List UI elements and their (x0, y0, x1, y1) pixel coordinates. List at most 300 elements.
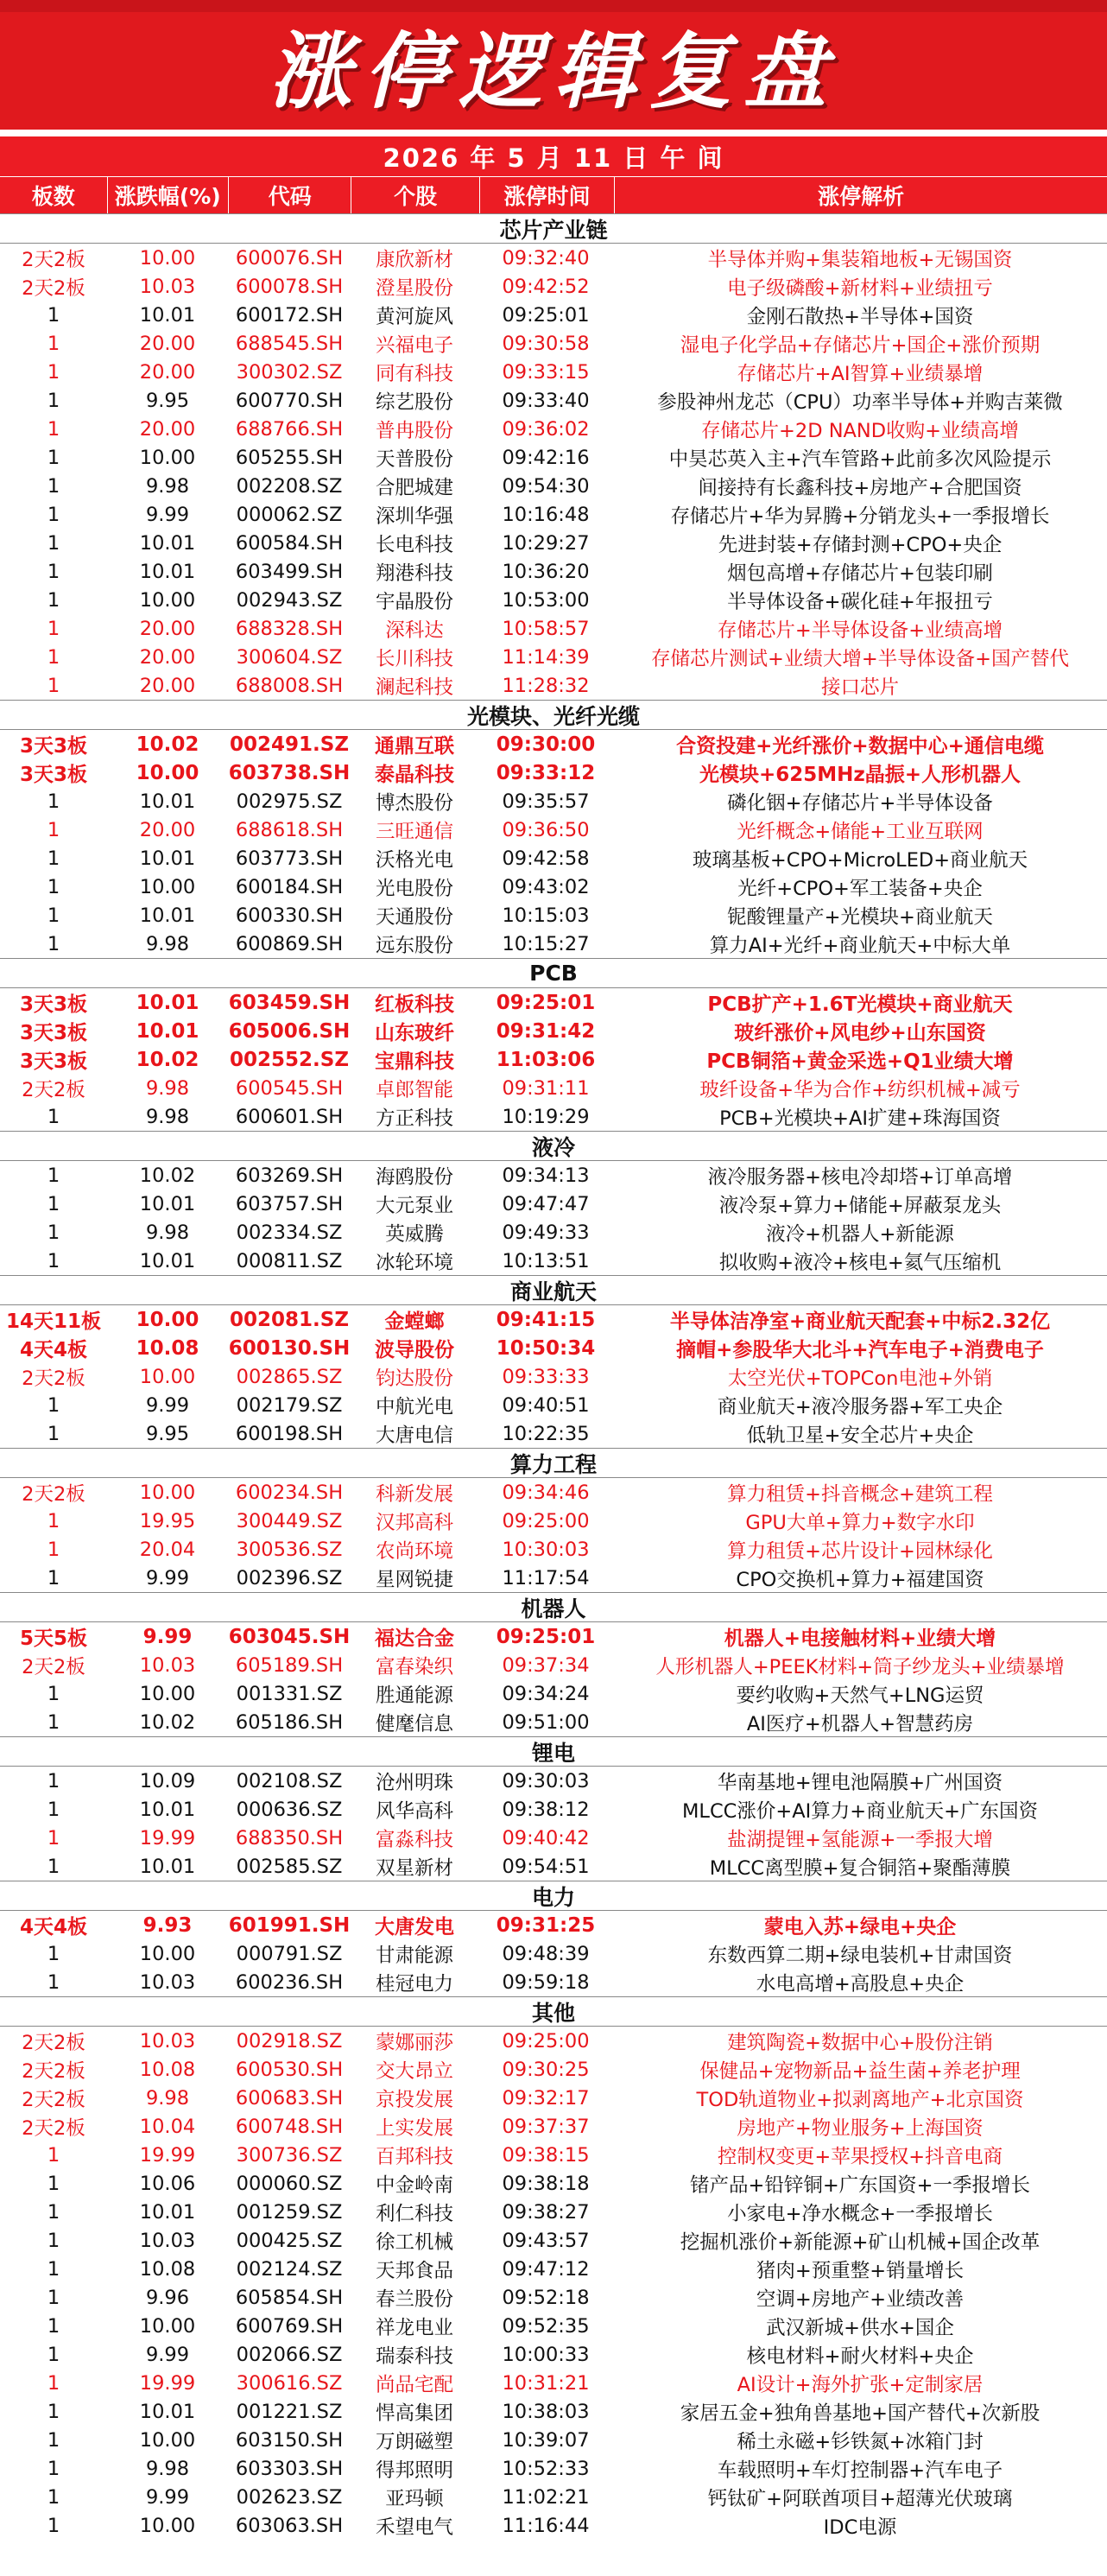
cell-code: 600769.SH (235, 2314, 344, 2338)
cell-code: 002066.SZ (236, 2343, 343, 2366)
table-row (0, 1102, 1107, 1131)
cell-pct: 19.99 (139, 1826, 196, 1850)
cell-time: 10:13:51 (502, 1249, 590, 1272)
cell-reason: CPO交换机+算力+福建国资 (736, 1568, 984, 1591)
cell-board: 1 (47, 360, 60, 384)
section-title: 液冷 (0, 1131, 1107, 1161)
cell-time: 09:43:02 (502, 875, 590, 898)
cell-time: 09:33:33 (502, 1365, 590, 1388)
cell-code: 002865.SZ (236, 1365, 343, 1388)
cell-time: 10:31:21 (502, 2371, 590, 2395)
cell-stock: 英威腾 (385, 1222, 444, 1246)
cell-stock: 康欣新材 (375, 248, 453, 271)
cell-reason: 光模块+625MHz晶振+人形机器人 (699, 764, 1022, 786)
cell-time: 09:54:51 (502, 1855, 590, 1878)
cell-pct: 10.06 (139, 2172, 196, 2195)
cell-board: 1 (47, 2343, 60, 2366)
cell-board: 1 (47, 446, 60, 469)
cell-reason: 存储芯片+AI智算+业绩暴增 (737, 362, 984, 385)
cell-code: 002918.SZ (236, 2029, 343, 2053)
cell-stock: 交大昂立 (375, 2059, 453, 2083)
cell-pct: 9.99 (145, 2343, 190, 2366)
cell-board: 3天3板 (19, 764, 87, 786)
cell-board: 5天5板 (19, 1627, 87, 1650)
cell-reason: PCB扩产+1.6T光模块+商业航天 (707, 993, 1013, 1016)
table-row (0, 1478, 1107, 1507)
cell-board: 2天2板 (22, 1655, 85, 1678)
cell-stock: 大元泵业 (375, 1194, 453, 1217)
cell-stock: 中航光电 (375, 1395, 453, 1418)
cell-board: 1 (47, 674, 60, 697)
cell-board: 1 (47, 1164, 60, 1187)
cell-reason: 光纤+CPO+军工装备+央企 (737, 877, 983, 900)
cell-board: 2天2板 (22, 2031, 85, 2054)
cell-board: 1 (47, 2229, 60, 2252)
table-row (0, 1767, 1107, 1795)
table-row (0, 872, 1107, 901)
cell-stock: 祥龙电业 (375, 2316, 453, 2339)
cell-pct: 10.00 (139, 246, 196, 270)
cell-reason: 要约收购+天然气+LNG运贸 (736, 1684, 984, 1707)
cell-stock: 富淼科技 (375, 1828, 453, 1851)
cell-board: 1 (47, 2200, 60, 2224)
cell-stock: 尚品宅配 (375, 2373, 453, 2396)
cell-reason: 钙钛矿+阿联酋项目+超薄光伏玻璃 (707, 2487, 1013, 2510)
cell-stock: 远东股份 (375, 934, 453, 957)
table-row (0, 1622, 1107, 1651)
cell-reason: 人形机器人+PEEK材料+筒子纱龙头+业绩暴增 (655, 1655, 1065, 1678)
cell-code: 000062.SZ (236, 503, 343, 526)
cell-reason: 存储芯片测试+业绩大增+半导体设备+国产替代 (650, 647, 1070, 670)
cell-reason: MLCC离型膜+复合铜箔+聚酯薄膜 (709, 1856, 1011, 1880)
cell-stock: 海鸥股份 (375, 1165, 453, 1189)
cell-code: 688350.SH (235, 1826, 344, 1850)
cell-time: 11:17:54 (502, 1566, 590, 1589)
cell-reason: 建筑陶瓷+数据中心+股份注销 (727, 2031, 993, 2054)
cell-stock: 胜通能源 (375, 1684, 453, 1707)
cell-code: 605186.SH (235, 1710, 344, 1734)
table-row (0, 1939, 1107, 1968)
cell-time: 09:35:57 (502, 790, 590, 813)
section-title: 电力 (0, 1881, 1107, 1911)
cell-pct: 10.01 (139, 2400, 196, 2423)
cell-reason: 存储芯片+2D NAND收购+业绩高增 (701, 419, 1019, 442)
cell-board: 3天3板 (19, 993, 87, 1016)
cell-reason: 存储芯片+华为昇腾+分销龙头+一季报增长 (670, 504, 1050, 528)
table-row (0, 1679, 1107, 1708)
cell-stock: 三旺通信 (375, 820, 453, 843)
table-row (0, 844, 1107, 872)
cell-pct: 9.98 (145, 2086, 190, 2110)
table-row (0, 1651, 1107, 1679)
cell-time: 09:42:16 (502, 446, 590, 469)
cell-board: 1 (47, 1769, 60, 1792)
cell-stock: 同有科技 (375, 362, 453, 385)
cell-pct: 10.01 (136, 991, 199, 1014)
table-row (0, 586, 1107, 614)
cell-pct: 10.00 (139, 2428, 196, 2452)
cell-pct: 10.01 (139, 1192, 196, 1215)
cell-pct: 20.04 (139, 1538, 196, 1561)
cell-code: 600234.SH (235, 1481, 344, 1504)
cell-pct: 20.00 (139, 818, 196, 841)
cell-code: 002334.SZ (236, 1221, 343, 1244)
cell-reason: 先进封装+存储封测+CPO+央企 (718, 533, 1003, 556)
cell-board: 2天2板 (22, 2116, 85, 2140)
cell-stock: 红板科技 (375, 993, 454, 1016)
section-title: 其他 (0, 1996, 1107, 2027)
cell-board: 1 (47, 1509, 60, 1532)
cell-stock: 京投发展 (375, 2088, 453, 2111)
cell-pct: 20.00 (139, 617, 196, 640)
cell-code: 002975.SZ (236, 790, 343, 813)
cell-reason: 磷化铟+存储芯片+半导体设备 (727, 791, 993, 815)
cell-board: 1 (47, 2485, 60, 2509)
cell-board: 14天11板 (5, 1310, 101, 1333)
cell-code: 688328.SH (235, 617, 344, 640)
cell-reason: 盐湖提锂+氢能源+一季报大增 (727, 1828, 993, 1851)
cell-board: 1 (47, 875, 60, 898)
cell-pct: 10.08 (139, 2257, 196, 2281)
cell-stock: 博杰股份 (375, 791, 453, 815)
table-row (0, 301, 1107, 329)
cell-code: 300536.SZ (236, 1538, 343, 1561)
cell-code: 600184.SH (235, 875, 344, 898)
cell-code: 002585.SZ (236, 1855, 343, 1878)
table-row (0, 758, 1107, 787)
cell-code: 000060.SZ (236, 2172, 343, 2195)
cell-board: 1 (47, 560, 60, 583)
cell-time: 09:25:01 (496, 1625, 596, 1648)
cell-reason: 间接持有长鑫科技+房地产+合肥国资 (698, 476, 1022, 499)
cell-reason: 太空光伏+TOPCon电池+外销 (727, 1367, 993, 1390)
cell-time: 09:38:15 (502, 2143, 590, 2167)
cell-stock: 大唐电信 (375, 1424, 453, 1447)
cell-board: 1 (47, 1538, 60, 1561)
cell-reason: 湿电子化学品+存储芯片+国企+涨价预期 (680, 333, 1041, 357)
cell-code: 605854.SH (235, 2286, 344, 2309)
cell-pct: 20.00 (139, 674, 196, 697)
cell-board: 1 (47, 1826, 60, 1850)
cell-reason: 算力租赁+抖音概念+建筑工程 (727, 1482, 993, 1506)
title-banner (0, 0, 1107, 136)
table-row (0, 1391, 1107, 1419)
cell-reason: 挖掘机涨价+新能源+矿山机械+国企改革 (680, 2230, 1041, 2254)
cell-time: 10:53:00 (502, 588, 590, 612)
cell-board: 3天3板 (19, 1050, 87, 1073)
cell-board: 1 (47, 303, 60, 327)
table-row (0, 787, 1107, 815)
cell-reason: 铌酸锂量产+光模块+商业航天 (727, 905, 993, 929)
table-row (0, 2454, 1107, 2483)
cell-stock: 深圳华强 (375, 504, 453, 528)
cell-reason: 空调+房地产+业绩改善 (756, 2287, 965, 2311)
cell-time: 09:54:30 (502, 474, 590, 498)
cell-reason: 猪肉+预重整+销量增长 (756, 2259, 965, 2282)
table-row (0, 1074, 1107, 1102)
cell-board: 1 (47, 1221, 60, 1244)
cell-board: 1 (47, 818, 60, 841)
cell-reason: 算力租赁+芯片设计+园林绿化 (727, 1539, 993, 1563)
cell-board: 1 (47, 1970, 60, 1994)
cell-code: 600172.SH (235, 303, 344, 327)
cell-board: 1 (47, 2514, 60, 2537)
cell-reason: 华南基地+锂电池隔膜+广州国资 (717, 1771, 1003, 1794)
cell-pct: 10.01 (139, 303, 196, 327)
cell-board: 1 (47, 474, 60, 498)
cell-stock: 亚玛顿 (385, 2487, 444, 2510)
cell-stock: 中金岭南 (375, 2173, 453, 2197)
cell-pct: 9.98 (145, 474, 190, 498)
table-row (0, 244, 1107, 272)
cell-pct: 20.00 (139, 332, 196, 355)
cell-pct: 10.01 (139, 531, 196, 555)
cell-code: 600748.SH (235, 2115, 344, 2138)
cell-time: 09:34:24 (502, 1682, 590, 1705)
cell-reason: PCB铜箔+黄金采选+Q1业绩大增 (706, 1050, 1014, 1073)
cell-board: 1 (47, 417, 60, 441)
cell-pct: 10.01 (139, 2200, 196, 2224)
cell-reason: 液冷+机器人+新能源 (766, 1222, 954, 1246)
cell-stock: 通鼎互联 (375, 735, 454, 758)
cell-time: 09:37:34 (502, 1653, 590, 1677)
cell-reason: 烟包高增+存储芯片+包装印刷 (727, 562, 993, 585)
cell-reason: 玻纤涨价+风电纱+山东国资 (734, 1022, 986, 1044)
cell-reason: 低轨卫星+安全芯片+央企 (746, 1424, 974, 1447)
cell-time: 11:03:06 (496, 1048, 596, 1071)
cell-pct: 10.01 (139, 1798, 196, 1821)
cell-pct: 10.08 (139, 2058, 196, 2081)
cell-time: 11:02:21 (502, 2485, 590, 2509)
cell-stock: 春兰股份 (375, 2287, 453, 2311)
cell-pct: 10.02 (136, 1048, 199, 1071)
cell-board: 1 (47, 1682, 60, 1705)
table-row (0, 614, 1107, 643)
table-row (0, 730, 1107, 758)
section-title: 机器人 (0, 1592, 1107, 1622)
table-row (0, 1911, 1107, 1939)
cell-board: 1 (47, 645, 60, 669)
cell-pct: 10.01 (139, 847, 196, 870)
cell-code: 605189.SH (235, 1653, 344, 1677)
cell-stock: 汉邦高科 (375, 1511, 453, 1534)
table-row (0, 671, 1107, 700)
table-row (0, 500, 1107, 529)
cell-board: 1 (47, 904, 60, 927)
cell-time: 09:52:35 (502, 2314, 590, 2338)
table-row (0, 1535, 1107, 1564)
cell-board: 1 (47, 1249, 60, 1272)
table-row (0, 988, 1107, 1017)
cell-reason: 合资投建+光纤涨价+数据中心+通信电缆 (676, 735, 1044, 758)
cell-pct: 10.00 (139, 1682, 196, 1705)
cell-board: 3天3板 (19, 1022, 87, 1044)
cell-reason: 液冷服务器+核电冷却塔+订单高增 (707, 1165, 1013, 1189)
cell-pct: 10.00 (139, 2314, 196, 2338)
cell-board: 1 (47, 2400, 60, 2423)
cell-stock: 山东玻纤 (375, 1022, 454, 1044)
table-row (0, 472, 1107, 500)
table-row (0, 1247, 1107, 1275)
cell-code: 002623.SZ (236, 2485, 343, 2509)
cell-code: 002208.SZ (236, 474, 343, 498)
cell-reason: 蒙电入苏+绿电+央企 (763, 1916, 957, 1938)
cell-board: 2天2板 (22, 276, 85, 300)
cell-reason: 小家电+净水概念+一季报增长 (727, 2202, 993, 2225)
cell-board: 4天4板 (19, 1916, 87, 1938)
table-row (0, 2141, 1107, 2169)
cell-pct: 9.98 (145, 1105, 190, 1128)
cell-code: 603738.SH (228, 761, 351, 784)
cell-stock: 宇晶股份 (375, 590, 453, 613)
cell-time: 09:34:13 (502, 1164, 590, 1187)
cell-stock: 健麾信息 (375, 1712, 453, 1735)
cell-time: 09:42:58 (502, 847, 590, 870)
header-board: 板数 (0, 177, 108, 213)
cell-time: 10:22:35 (502, 1422, 590, 1445)
section-title: 锂电 (0, 1736, 1107, 1767)
section-title: 光模块、光纤光缆 (0, 700, 1107, 730)
cell-code: 603757.SH (235, 1192, 344, 1215)
table-row (0, 1968, 1107, 1996)
cell-reason: 武汉新城+供水+国企 (766, 2316, 954, 2339)
cell-time: 09:40:51 (502, 1393, 590, 1417)
table-row (0, 272, 1107, 301)
header-stock: 个股 (351, 177, 479, 213)
table-row (0, 901, 1107, 930)
section-title: PCB (0, 958, 1107, 988)
cell-time: 10:50:34 (496, 1336, 596, 1360)
table-row (0, 2312, 1107, 2340)
cell-code: 000811.SZ (236, 1249, 343, 1272)
cell-board: 4天4板 (19, 1339, 87, 1361)
cell-code: 300449.SZ (236, 1509, 343, 1532)
cell-code: 600198.SH (235, 1422, 344, 1445)
table-row (0, 2397, 1107, 2426)
table-row (0, 1362, 1107, 1391)
cell-reason: 参股神州龙芯（CPU）功率半导体+并购吉莱微 (657, 390, 1063, 414)
banner-divider (0, 130, 1107, 136)
cell-reason: 锗产品+铅锌铜+广东国资+一季报增长 (689, 2173, 1031, 2197)
cell-reason: 半导体并购+集装箱地板+无锡国资 (707, 248, 1013, 271)
cell-board: 1 (47, 1105, 60, 1128)
page-title: 涨停逻辑复盘 (269, 22, 838, 120)
table-row (0, 1017, 1107, 1045)
cell-board: 2天2板 (22, 2059, 85, 2083)
cell-time: 10:19:29 (502, 1105, 590, 1128)
cell-time: 11:14:39 (502, 645, 590, 669)
cell-board: 1 (47, 332, 60, 355)
cell-pct: 10.04 (139, 2115, 196, 2138)
cell-pct: 10.03 (139, 275, 196, 298)
table-row (0, 2283, 1107, 2312)
cell-stock: 禾望电气 (375, 2516, 453, 2539)
cell-code: 603303.SH (235, 2457, 344, 2480)
cell-code: 600076.SH (235, 246, 344, 270)
cell-code: 603150.SH (235, 2428, 344, 2452)
cell-reason: 半导体洁净室+商业航天配套+中标2.32亿 (669, 1310, 1051, 1333)
cell-time: 09:34:46 (502, 1481, 590, 1504)
cell-code: 002179.SZ (236, 1393, 343, 1417)
section-title: 商业航天 (0, 1275, 1107, 1305)
cell-board: 1 (47, 1798, 60, 1821)
cell-reason: 玻璃基板+CPO+MicroLED+商业航天 (692, 848, 1028, 872)
cell-code: 002124.SZ (236, 2257, 343, 2281)
cell-board: 2天2板 (22, 1482, 85, 1506)
table-row (0, 2055, 1107, 2084)
cell-time: 09:49:33 (502, 1221, 590, 1244)
cell-time: 10:29:27 (502, 531, 590, 555)
cell-time: 09:30:00 (496, 733, 596, 756)
cell-reason: 车载照明+车灯控制器+汽车电子 (717, 2459, 1003, 2482)
cell-code: 000425.SZ (236, 2229, 343, 2252)
table-row (0, 815, 1107, 844)
cell-pct: 9.98 (145, 2457, 190, 2480)
cell-time: 10:38:03 (502, 2400, 590, 2423)
cell-board: 3天3板 (19, 735, 87, 758)
table-row (0, 2112, 1107, 2141)
cell-stock: 上实发展 (375, 2116, 453, 2140)
table-row (0, 529, 1107, 557)
cell-stock: 天通股份 (375, 905, 453, 929)
cell-stock: 兴福电子 (375, 333, 453, 357)
cell-pct: 10.03 (139, 1970, 196, 1994)
cell-pct: 10.00 (139, 875, 196, 898)
cell-code: 600545.SH (235, 1076, 344, 1100)
cell-code: 600236.SH (235, 1970, 344, 1994)
cell-board: 1 (47, 617, 60, 640)
cell-pct: 9.95 (145, 389, 190, 412)
cell-stock: 星网锐捷 (375, 1568, 453, 1591)
cell-time: 10:00:33 (502, 2343, 590, 2366)
table-row (0, 557, 1107, 586)
cell-reason: 家居五金+独角兽基地+国产替代+次新股 (680, 2402, 1041, 2425)
table-row (0, 415, 1107, 443)
cell-time: 09:40:42 (502, 1826, 590, 1850)
table-row (0, 1507, 1107, 1535)
cell-pct: 10.01 (139, 560, 196, 583)
cell-pct: 9.99 (142, 1625, 193, 1648)
table-row (0, 1161, 1107, 1190)
table-row (0, 443, 1107, 472)
cell-stock: 大唐发电 (375, 1916, 454, 1938)
cell-stock: 澄星股份 (375, 276, 453, 300)
cell-pct: 9.93 (142, 1913, 193, 1937)
table-row (0, 1419, 1107, 1448)
cell-time: 09:59:18 (502, 1970, 590, 1994)
cell-reason: 金刚石散热+半导体+国资 (746, 305, 974, 328)
cell-code: 688008.SH (235, 674, 344, 697)
cell-time: 09:51:00 (502, 1710, 590, 1734)
cell-pct: 9.98 (145, 932, 190, 955)
cell-time: 09:33:15 (502, 360, 590, 384)
cell-time: 09:33:12 (496, 761, 596, 784)
table-row (0, 2226, 1107, 2255)
cell-code: 600601.SH (235, 1105, 344, 1128)
cell-reason: 中昊芯英入主+汽车管路+此前多次风险提示 (668, 447, 1052, 471)
cell-reason: 接口芯片 (820, 676, 899, 699)
cell-code: 001221.SZ (236, 2400, 343, 2423)
table-row (0, 329, 1107, 358)
table-header (0, 176, 1107, 213)
cell-board: 2天2板 (22, 1367, 85, 1390)
cell-reason: AI设计+海外扩张+定制家居 (737, 2373, 984, 2396)
cell-time: 10:15:27 (502, 932, 590, 955)
cell-stock: 科新发展 (375, 1482, 453, 1506)
table-row (0, 2255, 1107, 2283)
cell-board: 1 (47, 1192, 60, 1215)
cell-code: 001331.SZ (236, 1682, 343, 1705)
